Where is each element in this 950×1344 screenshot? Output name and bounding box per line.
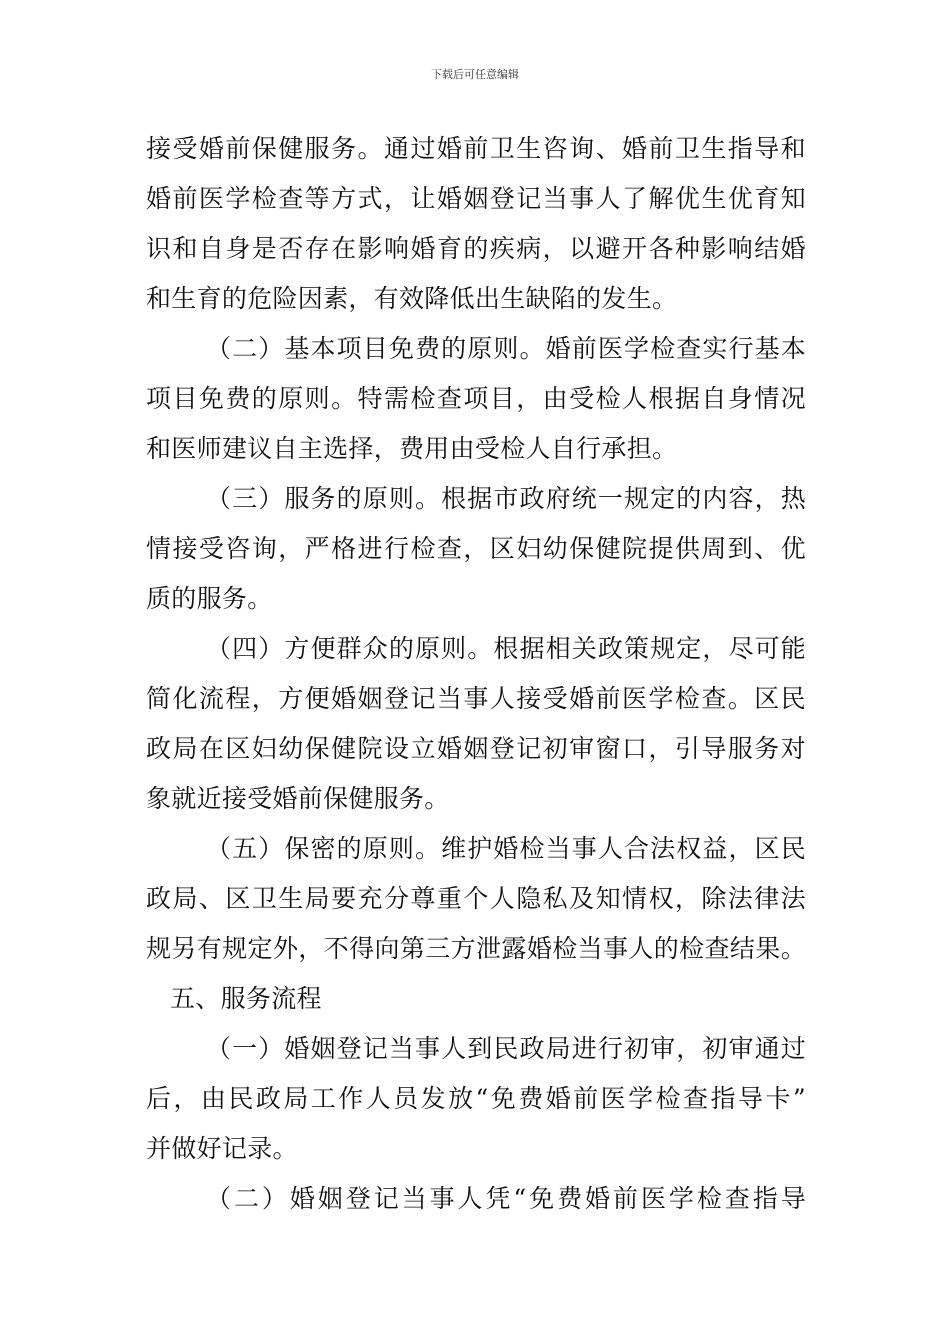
text-line: 规另有规定外，不得向第三方泄露婚检当事人的检查结果。	[146, 934, 806, 963]
paragraph-start-line: （四）方便群众的原则。根据相关政策规定，尽可能	[206, 634, 806, 663]
paragraph-start-line: （二）婚姻登记当事人凭“免费婚前医学检查指导	[206, 1184, 806, 1213]
document-body	[146, 124, 806, 1224]
text-line: 婚前医学检查等方式，让婚姻登记当事人了解优生优育知	[146, 184, 806, 213]
text-line: 项目免费的原则。特需检查项目，由受检人根据自身情况	[146, 384, 806, 413]
text-line: 并做好记录。	[146, 1134, 298, 1163]
paragraph-start-line: （二）基本项目免费的原则。婚前医学检查实行基本	[206, 334, 806, 363]
page-header: 下载后可任意编辑	[431, 68, 519, 81]
text-line: 简化流程，方便婚姻登记当事人接受婚前医学检查。区民	[146, 684, 806, 713]
section-heading: 五、服务流程	[170, 984, 322, 1013]
text-line: 政局在区妇幼保健院设立婚姻登记初审窗口，引导服务对	[146, 734, 806, 763]
text-line: 后，由民政局工作人员发放“免费婚前医学检查指导卡”	[146, 1084, 806, 1113]
paragraph-start-line: （五）保密的原则。维护婚检当事人合法权益，区民	[206, 834, 806, 863]
text-line: 情接受咨询，严格进行检查，区妇幼保健院提供周到、优	[146, 534, 806, 563]
text-line: 政局、区卫生局要充分尊重个人隐私及知情权，除法律法	[146, 884, 806, 913]
paragraph-start-line: （三）服务的原则。根据市政府统一规定的内容，热	[206, 484, 806, 513]
text-line: 接受婚前保健服务。通过婚前卫生咨询、婚前卫生指导和	[146, 134, 806, 163]
paragraph-start-line: （一）婚姻登记当事人到民政局进行初审，初审通过	[206, 1034, 806, 1063]
text-line: 象就近接受婚前保健服务。	[146, 784, 450, 813]
text-line: 质的服务。	[146, 584, 273, 613]
text-line: 识和自身是否存在影响婚育的疾病，以避开各种影响结婚	[146, 234, 806, 263]
text-line: 和医师建议自主选择，费用由受检人自行承担。	[146, 434, 678, 463]
text-line: 和生育的危险因素，有效降低出生缺陷的发生。	[146, 284, 678, 313]
